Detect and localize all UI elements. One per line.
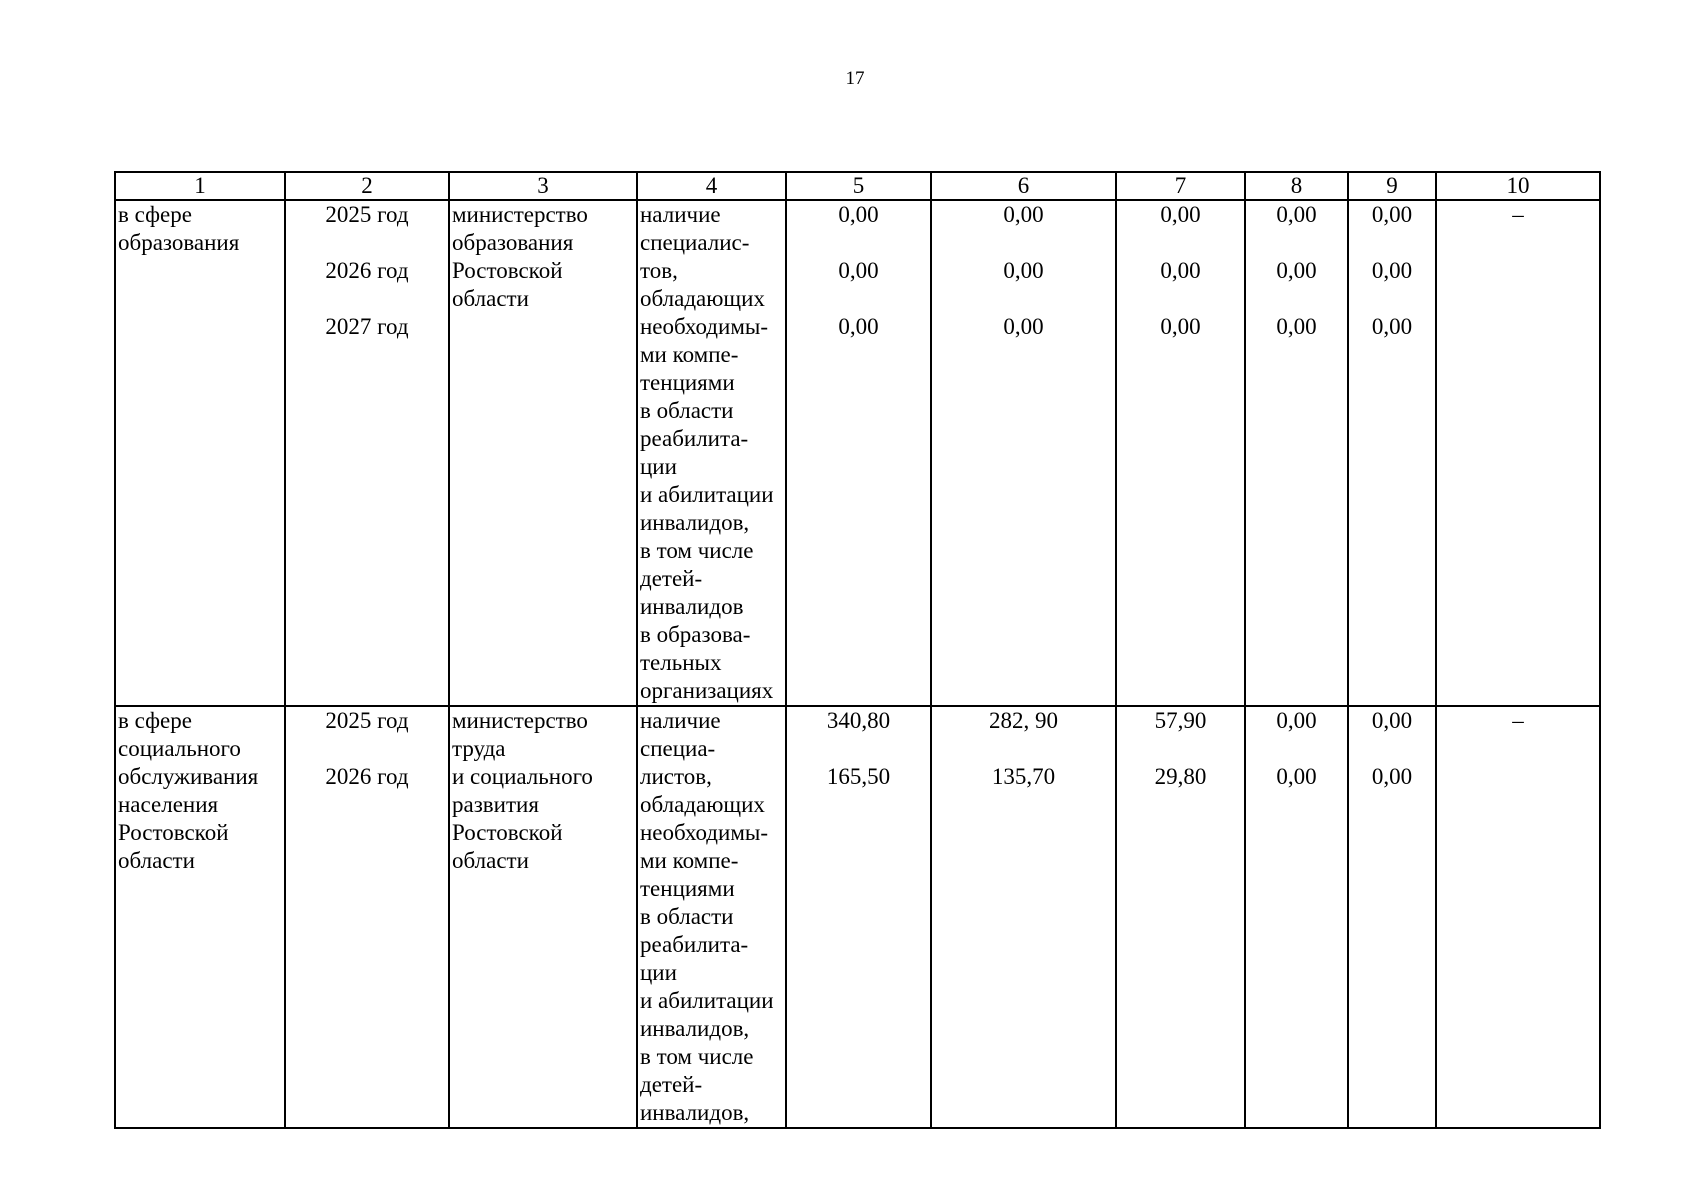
header-cell: 4 — [637, 172, 786, 200]
amount-value: 0,00 — [1160, 314, 1201, 339]
col8-cell — [1245, 200, 1348, 706]
indicator-line: в том числе — [640, 1044, 754, 1069]
executor-line: развития — [452, 792, 539, 817]
year-value: 2025 год — [325, 708, 409, 733]
indicator-line: ции — [640, 960, 677, 985]
indicator-line: инвалидов, — [640, 1100, 750, 1125]
indicator-line: тенциями — [640, 370, 735, 395]
year-value: 2026 год — [325, 258, 409, 283]
col9-cell — [1348, 200, 1436, 706]
indicator-line: ми компе- — [640, 848, 739, 873]
table-row — [115, 706, 1600, 1128]
indicator-line: инвалидов, — [640, 1016, 750, 1041]
header-cell: 10 — [1436, 172, 1600, 200]
amount-value: 0,00 — [1276, 202, 1317, 227]
col6-cell — [931, 200, 1116, 706]
amount-value: 0,00 — [1003, 258, 1044, 283]
table-row — [115, 200, 1600, 706]
indicator-line: в том числе — [640, 538, 754, 563]
amount-value: 0,00 — [838, 258, 879, 283]
amount-value: 135,70 — [991, 764, 1056, 789]
year-value: 2026 год — [325, 764, 409, 789]
amount-value: 282, 90 — [989, 708, 1058, 733]
amount-value: 0,00 — [1160, 202, 1201, 227]
header-cell: 8 — [1245, 172, 1348, 200]
indicator-line: в образова- — [640, 622, 751, 647]
col8-cell — [1245, 706, 1348, 1128]
indicator-line: тов, — [640, 258, 678, 283]
amount-value: 29,80 — [1154, 764, 1207, 789]
executor-line: министерство — [452, 708, 588, 733]
indicator-line: ции — [640, 454, 677, 479]
col7-cell — [1116, 200, 1245, 706]
amount-value: 0,00 — [1003, 202, 1044, 227]
indicator-line: в области — [640, 904, 734, 929]
header-cell: 2 — [285, 172, 449, 200]
indicator-line: тельных — [640, 650, 722, 675]
indicator-line: в области — [640, 398, 734, 423]
executor-line: образования — [452, 230, 574, 255]
executor-line: области — [452, 848, 529, 873]
amount-value: 165,50 — [826, 764, 891, 789]
col10-cell — [1436, 706, 1600, 1128]
amount-value: 0,00 — [838, 314, 879, 339]
indicator-cell — [637, 706, 786, 1128]
indicator-line: обладающих — [640, 792, 765, 817]
executor-line: труда — [452, 736, 506, 761]
indicator-line: детей- — [640, 1072, 703, 1097]
indicator-line: реабилита- — [640, 932, 749, 957]
amount-value: 0,00 — [1276, 708, 1317, 733]
indicator-line: наличие — [640, 202, 721, 227]
sphere-line: Ростовской — [118, 820, 229, 845]
dash-value: – — [1512, 708, 1524, 733]
amount-value: 0,00 — [1276, 314, 1317, 339]
program-table — [114, 171, 1601, 1129]
year-value: 2025 год — [325, 202, 409, 227]
amount-value: 340,80 — [826, 708, 891, 733]
indicator-line: обладающих — [640, 286, 765, 311]
executor-cell — [449, 706, 637, 1128]
sphere-line: населения — [118, 792, 219, 817]
indicator-line: специа- — [640, 736, 716, 761]
amount-value: 0,00 — [838, 202, 879, 227]
sphere-line: образования — [118, 230, 240, 255]
sphere-line: области — [118, 848, 195, 873]
executor-line: министерство — [452, 202, 588, 227]
amount-value: 0,00 — [1371, 764, 1413, 789]
indicator-line: необходимы- — [640, 314, 768, 339]
executor-line: области — [452, 286, 529, 311]
indicator-line: листов, — [640, 764, 712, 789]
indicator-line: организациях — [640, 678, 774, 703]
indicator-line: детей- — [640, 566, 703, 591]
sphere-cell — [115, 200, 285, 706]
indicator-line: и абилитации — [640, 988, 774, 1013]
executor-cell — [449, 200, 637, 706]
amount-value: 0,00 — [1371, 314, 1413, 339]
header-cell: 7 — [1116, 172, 1245, 200]
indicator-line: ми компе- — [640, 342, 739, 367]
amount-value: 0,00 — [1371, 258, 1413, 283]
sphere-line: в сфере — [118, 708, 192, 733]
indicator-line: реабилита- — [640, 426, 749, 451]
indicator-line: инвалидов, — [640, 510, 750, 535]
indicator-line: инвалидов — [640, 594, 744, 619]
sphere-line: в сфере — [118, 202, 192, 227]
dash-value: – — [1512, 202, 1524, 227]
indicator-line: специалис- — [640, 230, 750, 255]
amount-value: 0,00 — [1160, 258, 1201, 283]
amount-value: 57,90 — [1154, 708, 1207, 733]
col5-cell — [786, 200, 931, 706]
amount-value: 0,00 — [1371, 708, 1413, 733]
sphere-cell — [115, 706, 285, 1128]
header-cell: 9 — [1348, 172, 1436, 200]
indicator-line: необходимы- — [640, 820, 768, 845]
year-cell — [285, 706, 449, 1128]
col9-cell — [1348, 706, 1436, 1128]
amount-value: 0,00 — [1371, 202, 1413, 227]
header-cell: 1 — [115, 172, 285, 200]
header-row — [115, 172, 1600, 200]
executor-line: и социального — [452, 764, 593, 789]
year-cell — [285, 200, 449, 706]
sphere-line: социального — [118, 736, 241, 761]
col5-cell — [786, 706, 931, 1128]
sphere-line: обслуживания — [118, 764, 259, 789]
amount-value: 0,00 — [1003, 314, 1044, 339]
header-cell: 3 — [449, 172, 637, 200]
header-cell: 5 — [786, 172, 931, 200]
executor-line: Ростовской — [452, 258, 563, 283]
col10-cell — [1436, 200, 1600, 706]
header-cell: 6 — [931, 172, 1116, 200]
amount-value: 0,00 — [1276, 258, 1317, 283]
amount-value: 0,00 — [1276, 764, 1317, 789]
page-number: 17 — [845, 68, 865, 89]
indicator-cell — [637, 200, 786, 706]
indicator-line: и абилитации — [640, 482, 774, 507]
indicator-line: тенциями — [640, 876, 735, 901]
col7-cell — [1116, 706, 1245, 1128]
year-value: 2027 год — [325, 314, 409, 339]
col6-cell — [931, 706, 1116, 1128]
executor-line: Ростовской — [452, 820, 563, 845]
indicator-line: наличие — [640, 708, 721, 733]
